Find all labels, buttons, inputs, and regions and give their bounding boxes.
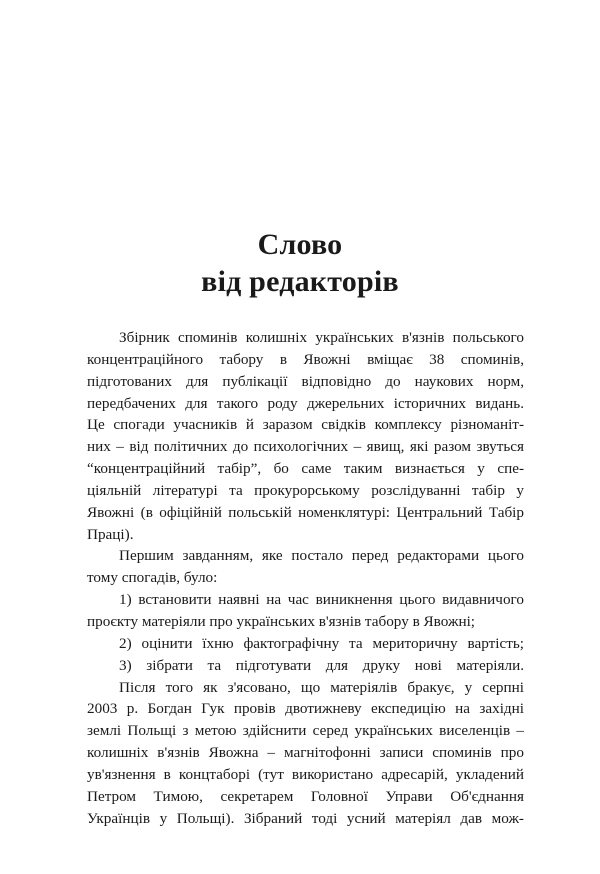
text-line: ціяльній літературі та прокурорському розслідуванні табір у (87, 481, 524, 499)
text-line: передбачених для такого роду джерельних історичних видань. (87, 394, 524, 412)
chapter-title-line-2: від редакторів (201, 265, 399, 298)
text-line: Праці). (87, 525, 134, 543)
list-item: 3) зібрати та підготувати для друку нові матеріяли. (119, 656, 524, 674)
text-line: землі Польщі з метою здійснити серед українських виселенців – (87, 722, 524, 740)
text-line: підготованих для публікації відповідно до наукових норм, (87, 372, 524, 390)
text-line: тому спогадів, було: (87, 569, 218, 587)
body-text (87, 327, 524, 829)
text-line: них – від політичних до психологічних – явищ, які разом звуться (87, 438, 524, 456)
text-line: концентраційного табору в Явожні вміщає 38 споминів, (87, 350, 524, 368)
text-line: 2003 р. Богдан Гук провів двотижневу експедицію на західні (87, 700, 524, 718)
list-item: 1) встановити наявні на час виникнення цього видавничого (119, 591, 524, 609)
text-line: колишніх в'язнів Явожна – магнітофонні записи споминів про (87, 744, 524, 762)
text-line: Явожні (в офіційній польській номенклятурі: Центральний Табір (87, 503, 524, 521)
text-line: Петром Тимою, секретарем Головної Управи Об'єднання (87, 787, 524, 805)
list-item-continuation: проєкту матеріяли про українських в'язнів табору в Явожні; (87, 612, 476, 630)
text-line: Українців у Польщі). Зібраний тоді усний матеріял дав мож- (87, 809, 524, 827)
text-line: Збірник споминів колишніх українських в'язнів польського (119, 329, 524, 346)
text-line: “концентраційний табір”, бо саме таким визнається у спе- (87, 460, 524, 478)
text-line: ув'язнення в концтаборі (тут використано адресарій, укладений (87, 765, 524, 783)
chapter-title-line-1: Слово (257, 228, 343, 261)
text-line: Після того як з'ясовано, що матеріялів бракує, у серпні (119, 678, 524, 696)
text-line: Це спогади учасників й заразом свідків комплексу різноманіт- (87, 416, 524, 434)
list-item: 2) оцінити їхню фактографічну та мериторичну вартість; (119, 634, 524, 652)
text-line: Першим завданням, яке постало перед редакторами цього (119, 547, 524, 565)
